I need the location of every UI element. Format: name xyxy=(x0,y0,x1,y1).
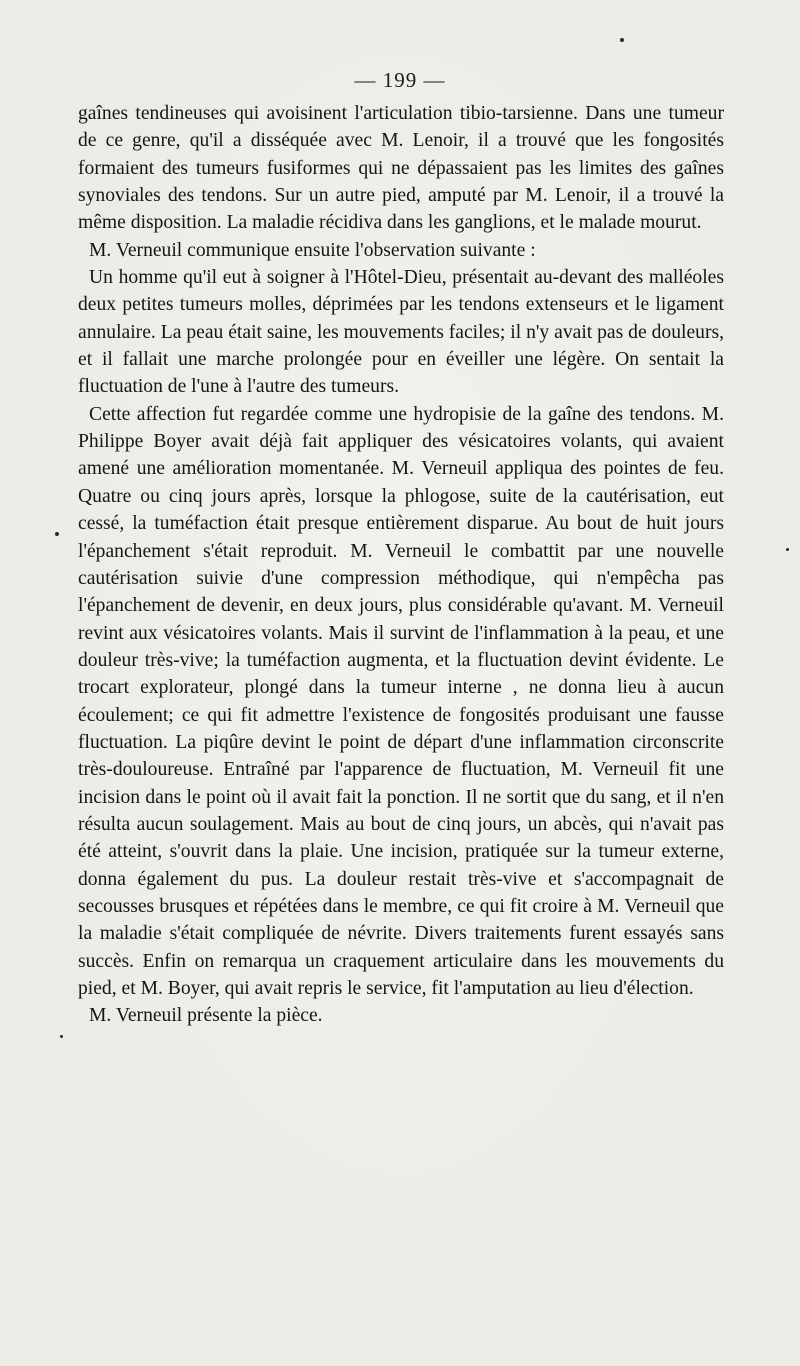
print-speck xyxy=(786,548,789,551)
print-speck xyxy=(60,1035,63,1038)
paragraph-2: M. Verneuil communique ensuite l'observation suivante : xyxy=(89,239,536,261)
page-body xyxy=(78,100,724,1030)
print-speck xyxy=(620,38,624,42)
paragraph-3: Un homme qu'il eut à soigner à l'Hôtel-Dieu, présentait au-devant des malléoles deux petites tumeurs molles, déprimées par les tendons extenseurs et le ligament annulaire. La peau était saine, les mouvements faciles; il n'y avait pas de douleurs, et il fallait une marche prolongée pour en éveiller une légère. On sentait la fluctuation de l'une à l'autre des tumeurs. xyxy=(78,267,724,398)
paragraph-4: Cette affection fut regardée comme une hydropisie de la gaîne des tendons. M. Philippe Boyer avait déjà fait appliquer des vésicatoires volants, qui avaient amené une amélioration momentanée. M. Verneuil appliqua des pointes de feu. Quatre ou cinq jours après, lorsque la phlogose, suite de la cautérisation, eut cessé, la tuméfaction était presque entièrement disparue. Au bout de huit jours l'épanchement s'était reproduit. M. Verneuil le combattit par une nouvelle cautérisation suivie d'une compression méthodique, qui n'empêcha pas l'épanchement de devenir, en deux jours, plus considérable qu'avant. M. Verneuil revint aux vésicatoires volants. Mais il survint de l'inflammation à la peau, et une douleur très-vive; la tuméfaction augmenta, et la fluctuation devint évidente. Le trocart explorateur, plongé dans la tumeur interne , ne donna lieu à aucun écoulement; ce qui fit admettre l'existence de fongosités produisant une fausse fluctuation. La piqûre devint le point de départ d'une inflammation circonscrite très-douloureuse. Entraîné par l'apparence de fluctuation, M. Verneuil fit une incision dans le point où il avait fait la ponction. Il ne sortit que du sang, et il n'en résulta aucun soulagement. Mais au bout de cinq jours, un abcès, qui n'avait pas été atteint, s'ouvrit dans la plaie. Une incision, pratiquée sur la tumeur externe, donna également du pus. La douleur restait très-vive et s'accompagnait de secousses brusques et répétées dans le membre, ce qui fit croire à M. Verneuil que la maladie s'était compliquée de névrite. Divers traitements furent essayés sans succès. Enfin on remarqua un craquement articulaire dans les mouvements du pied, et M. Boyer, qui avait repris le service, fit l'amputation au lieu d'élection. xyxy=(78,403,724,999)
paragraph-1: gaînes tendineuses qui avoisinent l'articulation tibio-tarsienne. Dans une tumeur de ce genre, qu'il a disséquée avec M. Lenoir, il a trouvé que les fongosités formaient des tumeurs fusiformes qui ne dépassaient pas les limites des gaînes synoviales des tendons. Sur un autre pied, amputé par M. Lenoir, il a trouvé la même disposition. La maladie récidiva dans les ganglions, et le malade mourut. xyxy=(78,103,724,234)
print-speck xyxy=(55,532,59,536)
page-number: — 199 — xyxy=(354,68,446,92)
paragraph-5: M. Verneuil présente la pièce. xyxy=(89,1005,323,1027)
